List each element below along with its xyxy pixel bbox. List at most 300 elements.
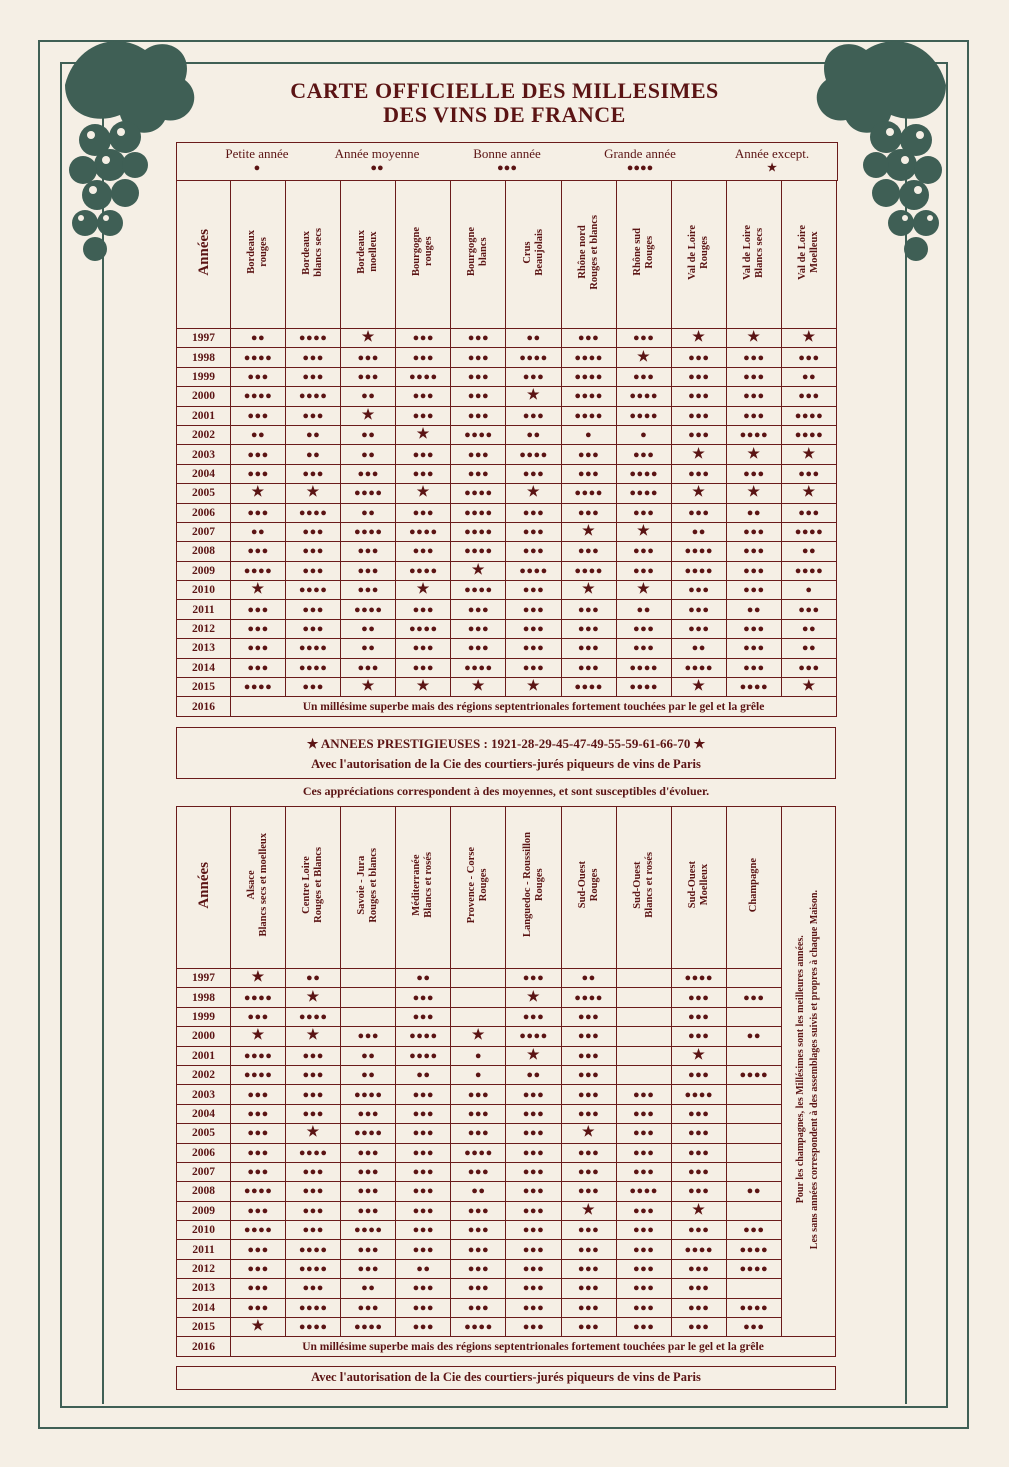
legend-label: Petite année: [225, 146, 289, 161]
rating-cell: ●●●: [506, 969, 561, 988]
vintage-table-1: [176, 180, 837, 717]
table-row: [177, 678, 837, 697]
rating-cell: ●●●: [561, 1104, 616, 1123]
rating-cell: [726, 1124, 781, 1143]
rating-cell: ●●●: [561, 1085, 616, 1104]
page-title-line-2: DES VINS DE FRANCE: [383, 102, 626, 127]
rating-cell: ●●: [231, 522, 286, 541]
rating-cell: ●●●●: [451, 1143, 506, 1162]
rating-cell: ●●●: [231, 619, 286, 638]
rating-cell: ●●●●: [231, 1065, 286, 1084]
rating-cell: ●●●●: [231, 387, 286, 406]
rating-cell: ●●●: [451, 639, 506, 658]
rating-cell: ●●●: [616, 1240, 671, 1259]
rating-cell: ●●●●: [561, 387, 616, 406]
rating-cell: ●●●: [671, 367, 726, 386]
rating-cell: ●●●: [286, 619, 341, 638]
rating-cell: ●●●: [616, 1104, 671, 1123]
table-row: [177, 464, 837, 483]
column-header: [561, 807, 616, 969]
prestigious-box: [176, 727, 836, 779]
rating-cell: ●●●●: [451, 542, 506, 561]
rating-cell: ●●●: [506, 367, 561, 386]
rating-cell: ●●●: [506, 406, 561, 425]
rating-cell: ●●●: [396, 988, 451, 1007]
rating-cell: [726, 1201, 781, 1220]
table-row: [177, 484, 837, 503]
rating-cell: [726, 1007, 781, 1026]
rating-cell: ●●●●: [616, 658, 671, 677]
rating-cell: ●●: [286, 425, 341, 444]
authorization-note-2: Avec l'autorisation de la Cie des courtiers-jurés piqueurs de vins de Paris: [311, 1370, 701, 1384]
column-header: [451, 181, 506, 329]
table-row: [177, 1201, 836, 1220]
rating-cell: ●●●: [671, 387, 726, 406]
rating-cell: ★: [616, 522, 671, 541]
rating-cell: ●●●: [231, 1240, 286, 1259]
rating-cell: ●●●: [341, 1104, 396, 1123]
rating-cell: ★: [396, 484, 451, 503]
rating-cell: ●●: [341, 619, 396, 638]
rating-cell: ●●●: [451, 1085, 506, 1104]
rating-cell: ★: [396, 425, 451, 444]
rating-cell: ●●●: [616, 542, 671, 561]
legend-symbol: ★: [767, 162, 777, 174]
rating-cell: ●●●: [561, 639, 616, 658]
rating-cell: ●●●: [506, 639, 561, 658]
rating-cell: ★: [286, 1124, 341, 1143]
column-header-label: Val de Loire Rouges: [686, 224, 710, 280]
rating-cell: ●●●: [671, 1162, 726, 1181]
rating-cell: ●●●●: [341, 1085, 396, 1104]
column-header-label: Bordeaux moelleux: [356, 230, 380, 274]
rating-cell: ●●●: [561, 1065, 616, 1084]
rating-cell: ●●●●: [726, 425, 781, 444]
column-header: [616, 807, 671, 969]
rating-cell: ●●●: [671, 1318, 726, 1337]
table-row: [177, 658, 837, 677]
rating-cell: ★: [616, 348, 671, 367]
table-row: [177, 522, 837, 541]
rating-cell: ★: [671, 484, 726, 503]
rating-cell: ●●: [341, 387, 396, 406]
rating-cell: ●●●: [506, 464, 561, 483]
rating-cell: ●●●: [616, 1143, 671, 1162]
rating-cell: ●●●●: [671, 658, 726, 677]
column-header-label: Rhône nord Rouges et blancs: [576, 214, 600, 290]
rating-cell: [726, 1104, 781, 1123]
rating-cell: ●●: [671, 639, 726, 658]
rating-cell: ●●●: [616, 1279, 671, 1298]
rating-cell: ●●●: [671, 1221, 726, 1240]
rating-cell: ●●●: [396, 542, 451, 561]
rating-cell: ●●●●: [231, 561, 286, 580]
column-header: [726, 807, 781, 969]
rating-cell: ●●●●: [286, 503, 341, 522]
rating-cell: ●●●: [341, 542, 396, 561]
rating-cell: ●●●●: [396, 619, 451, 638]
column-header: [231, 181, 286, 329]
rating-cell: ●●●: [341, 367, 396, 386]
year-cell: 2001: [177, 1046, 231, 1065]
rating-cell: ●●●: [616, 367, 671, 386]
rating-cell: ●●: [396, 969, 451, 988]
rating-cell: ●●●●: [396, 367, 451, 386]
rating-cell: ●●●●: [671, 969, 726, 988]
table-row: [177, 542, 837, 561]
rating-cell: ●●●: [231, 658, 286, 677]
rating-cell: ●●●●: [286, 1007, 341, 1026]
rating-cell: ●●●: [616, 503, 671, 522]
year-cell: 2015: [177, 678, 231, 697]
rating-cell: ●●●●: [231, 348, 286, 367]
rating-cell: ●: [616, 425, 671, 444]
rating-cell: ●●●: [396, 464, 451, 483]
rating-cell: ●●●: [396, 1221, 451, 1240]
rating-cell: ●●●: [231, 367, 286, 386]
column-header-label: Crus Beaujolais: [521, 228, 545, 276]
rating-cell: ●●●●: [231, 1046, 286, 1065]
rating-cell: ●●●: [451, 1162, 506, 1181]
rating-cell: ●●●●: [561, 988, 616, 1007]
rating-cell: ●●: [341, 445, 396, 464]
rating-cell: ●●●: [781, 600, 836, 619]
rating-cell: ●●●: [286, 1162, 341, 1181]
rating-cell: ●●●: [396, 406, 451, 425]
rating-cell: ●●●: [561, 619, 616, 638]
column-header-label: Sud-Ouest Blancs et rosés: [631, 852, 655, 918]
rating-cell: [616, 1046, 671, 1065]
rating-cell: ●●●: [341, 1240, 396, 1259]
table-row: [177, 1104, 836, 1123]
rating-cell: ●●●●: [781, 522, 836, 541]
year-cell: 2010: [177, 1221, 231, 1240]
rating-cell: ●●●: [396, 329, 451, 348]
rating-cell: ★: [341, 678, 396, 697]
year-cell: 1998: [177, 348, 231, 367]
rating-cell: ●●●: [341, 658, 396, 677]
rating-cell: ●●: [781, 639, 836, 658]
rating-cell: [616, 1007, 671, 1026]
column-header-label: Sud-Ouest Rouges: [576, 861, 600, 909]
rating-cell: ●●●: [726, 464, 781, 483]
rating-cell: ●●●: [616, 445, 671, 464]
rating-cell: ●●●: [671, 1124, 726, 1143]
rating-cell: ★: [506, 988, 561, 1007]
rating-cell: ●●●: [286, 561, 341, 580]
rating-cell: ★: [286, 484, 341, 503]
rating-cell: ●●●●: [341, 484, 396, 503]
vintage-table-2: [176, 806, 836, 1357]
rating-cell: ●●●●: [726, 678, 781, 697]
rating-cell: [341, 1007, 396, 1026]
year-cell: 2004: [177, 1104, 231, 1123]
rating-cell: ●●●●: [286, 387, 341, 406]
legend-label: Année except.: [734, 146, 810, 161]
rating-cell: ●●●●: [671, 561, 726, 580]
table-row: [177, 1259, 836, 1278]
rating-cell: ●●●: [506, 1143, 561, 1162]
rating-cell: ★: [726, 329, 781, 348]
rating-cell: ●●●: [671, 1143, 726, 1162]
rating-cell: ●●●●: [781, 561, 836, 580]
rating-cell: ●●●: [286, 1279, 341, 1298]
rating-cell: ●●: [726, 1182, 781, 1201]
rating-cell: ●●●●: [451, 522, 506, 541]
rating-cell: ●●●: [231, 639, 286, 658]
year-cell: 1997: [177, 969, 231, 988]
rating-cell: ●●●: [341, 561, 396, 580]
rating-cell: ●●●: [561, 1027, 616, 1046]
years-header: [177, 807, 231, 969]
rating-cell: ★: [726, 484, 781, 503]
rating-cell: ●●●: [671, 1104, 726, 1123]
rating-cell: ●●●: [451, 445, 506, 464]
rating-cell: ●●●: [231, 406, 286, 425]
rating-cell: ●●●: [561, 329, 616, 348]
rating-cell: ●●●: [671, 1259, 726, 1278]
rating-cell: ●●●: [286, 1201, 341, 1220]
rating-cell: ●●●: [506, 542, 561, 561]
year-cell: 2012: [177, 1259, 231, 1278]
rating-cell: ●●●: [396, 445, 451, 464]
legend-item: [580, 146, 700, 174]
rating-cell: ●●●: [561, 1259, 616, 1278]
rating-cell: ●●●●: [286, 639, 341, 658]
rating-cell: ★: [341, 406, 396, 425]
column-header: [781, 181, 836, 329]
rating-cell: ●●●●: [616, 484, 671, 503]
rating-cell: ★: [506, 387, 561, 406]
rating-cell: ●●●: [231, 1143, 286, 1162]
rating-cell: [341, 988, 396, 1007]
rating-cell: ●●●: [671, 1279, 726, 1298]
rating-cell: ●●●: [726, 542, 781, 561]
rating-cell: ●●●: [616, 1085, 671, 1104]
note-row: [177, 697, 837, 716]
column-header-label: Bordeaux blancs secs: [301, 227, 325, 277]
rating-cell: ★: [231, 581, 286, 600]
rating-cell: ●●●●: [781, 425, 836, 444]
year-cell: 2012: [177, 619, 231, 638]
table-row: [177, 348, 837, 367]
rating-cell: ●●●: [726, 387, 781, 406]
year-cell: 1997: [177, 329, 231, 348]
rating-cell: ●●●●: [231, 1182, 286, 1201]
year-cell: 2006: [177, 1143, 231, 1162]
rating-cell: ●●●: [286, 1221, 341, 1240]
rating-cell: ●●●: [451, 1104, 506, 1123]
rating-cell: ★: [341, 329, 396, 348]
years-header-label: Années: [195, 228, 212, 276]
rating-cell: ●●●: [231, 445, 286, 464]
rating-cell: ★: [286, 988, 341, 1007]
legend-symbol: ●: [253, 162, 261, 174]
rating-cell: ●●●: [451, 600, 506, 619]
rating-cell: ●●●: [616, 1201, 671, 1220]
rating-cell: ★: [671, 329, 726, 348]
rating-cell: ★: [451, 561, 506, 580]
rating-cell: [616, 1065, 671, 1084]
rating-cell: [726, 1085, 781, 1104]
table-row: [177, 619, 837, 638]
rating-cell: ●●●●: [451, 581, 506, 600]
rating-cell: ●●●: [231, 1007, 286, 1026]
legend-symbol: ●●●: [497, 162, 517, 174]
page-title-line-1: CARTE OFFICIELLE DES MILLESIMES: [290, 78, 719, 103]
rating-cell: ●●●: [286, 1104, 341, 1123]
rating-cell: ●●●: [671, 348, 726, 367]
rating-cell: [451, 988, 506, 1007]
rating-cell: ●●●: [671, 1182, 726, 1201]
rating-cell: ●●●: [396, 1182, 451, 1201]
rating-cell: ●●●: [671, 1007, 726, 1026]
rating-cell: ●●: [341, 425, 396, 444]
rating-cell: ●●●: [561, 1143, 616, 1162]
rating-cell: ●●●: [726, 581, 781, 600]
table-row: [177, 1318, 836, 1337]
year-cell: 2001: [177, 406, 231, 425]
column-header-label: Val de Loire Blancs secs: [741, 224, 765, 280]
rating-cell: ●●●: [561, 1279, 616, 1298]
year-cell: 2013: [177, 639, 231, 658]
rating-cell: ●●: [396, 1065, 451, 1084]
rating-cell: ●●●: [561, 1046, 616, 1065]
rating-cell: ●●●: [451, 1298, 506, 1317]
rating-cell: ★: [506, 484, 561, 503]
rating-cell: ★: [451, 678, 506, 697]
rating-cell: ●●●: [726, 658, 781, 677]
rating-cell: ●●●: [286, 1182, 341, 1201]
rating-cell: ●●: [341, 503, 396, 522]
rating-cell: ●●●: [506, 1259, 561, 1278]
rating-cell: ●●●: [231, 1162, 286, 1181]
rating-cell: ●●●●: [286, 329, 341, 348]
table-row: [177, 1065, 836, 1084]
column-header: [231, 807, 286, 969]
rating-cell: ●●: [671, 522, 726, 541]
table-row: [177, 387, 837, 406]
rating-cell: [726, 1162, 781, 1181]
rating-cell: ●●●: [726, 522, 781, 541]
rating-cell: ●●: [781, 542, 836, 561]
year-cell: 1999: [177, 1007, 231, 1026]
rating-cell: ●●●●: [561, 348, 616, 367]
rating-cell: ●●●: [671, 1027, 726, 1046]
rating-cell: ★: [671, 1046, 726, 1065]
rating-cell: ●●●●: [561, 484, 616, 503]
rating-cell: ●●●●: [231, 1221, 286, 1240]
rating-cell: ●●●: [561, 1318, 616, 1337]
rating-cell: ●●●: [616, 329, 671, 348]
rating-cell: ●●●: [231, 1279, 286, 1298]
rating-cell: ●●●: [286, 522, 341, 541]
rating-cell: ★: [231, 1318, 286, 1337]
rating-cell: ★: [231, 1027, 286, 1046]
rating-cell: ●●●: [506, 1162, 561, 1181]
rating-cell: ●●●: [396, 503, 451, 522]
rating-cell: ●●●: [396, 1162, 451, 1181]
column-header: [396, 181, 451, 329]
rating-cell: ★: [561, 1124, 616, 1143]
year-cell: 2002: [177, 1065, 231, 1084]
rating-cell: ●●●: [726, 1221, 781, 1240]
column-header: [671, 807, 726, 969]
rating-cell: ●●●: [506, 1201, 561, 1220]
year-cell: 2003: [177, 1085, 231, 1104]
rating-cell: ●●●: [506, 658, 561, 677]
rating-cell: ●●●: [341, 1298, 396, 1317]
year-cell: 2005: [177, 484, 231, 503]
legend-item: [447, 146, 567, 174]
rating-cell: ●●●: [781, 503, 836, 522]
rating-cell: ●●●: [726, 348, 781, 367]
table-row: [177, 1085, 836, 1104]
rating-cell: ●●: [341, 1065, 396, 1084]
table-row: [177, 561, 837, 580]
table-row: [177, 503, 837, 522]
rating-cell: ●●●: [451, 348, 506, 367]
rating-cell: ●●●: [506, 1182, 561, 1201]
rating-cell: ●●●: [396, 1318, 451, 1337]
rating-cell: ●●: [616, 600, 671, 619]
rating-cell: ●●●●: [726, 1065, 781, 1084]
table-row: [177, 445, 837, 464]
year-cell: 2013: [177, 1279, 231, 1298]
rating-cell: ●●●●: [726, 1240, 781, 1259]
table-row: [177, 581, 837, 600]
rating-cell: ●●●: [561, 542, 616, 561]
note-cell: Un millésime superbe mais des régions septentrionales fortement touchées par le gel et la grêle: [231, 1337, 836, 1356]
table-row: [177, 1007, 836, 1026]
rating-cell: ★: [671, 678, 726, 697]
rating-cell: ●●●●: [561, 561, 616, 580]
rating-cell: ●●●: [671, 581, 726, 600]
rating-cell: ●: [561, 425, 616, 444]
rating-cell: ●●●: [396, 348, 451, 367]
year-cell: 2008: [177, 542, 231, 561]
rating-cell: ●●●: [506, 619, 561, 638]
rating-cell: ●●●●: [451, 658, 506, 677]
rating-cell: ★: [561, 1201, 616, 1220]
rating-cell: ●●●: [726, 1318, 781, 1337]
rating-cell: ●●●: [341, 464, 396, 483]
column-header: [561, 181, 616, 329]
year-cell: 2007: [177, 522, 231, 541]
authorization-box: [176, 1366, 836, 1390]
rating-cell: ●●●●: [286, 658, 341, 677]
rating-cell: [726, 1279, 781, 1298]
rating-cell: ●●●: [561, 1182, 616, 1201]
rating-cell: ●●●●: [616, 1182, 671, 1201]
column-header: [506, 181, 561, 329]
rating-cell: ●●●: [671, 988, 726, 1007]
column-header-label: Centre Loire Rouges et Blancs: [301, 847, 325, 923]
rating-cell: ●●: [231, 329, 286, 348]
year-cell: 2016: [177, 1337, 231, 1356]
rating-cell: ●●●: [396, 1298, 451, 1317]
rating-cell: ●●●: [451, 367, 506, 386]
rating-cell: ★: [231, 969, 286, 988]
rating-cell: ●●●: [396, 1143, 451, 1162]
rating-cell: ●●●: [671, 406, 726, 425]
rating-cell: ●●●: [726, 406, 781, 425]
year-cell: 2007: [177, 1162, 231, 1181]
rating-cell: ●●●: [506, 522, 561, 541]
table-row: [177, 1143, 836, 1162]
rating-cell: ●●●: [286, 367, 341, 386]
rating-cell: ●●●●: [506, 561, 561, 580]
